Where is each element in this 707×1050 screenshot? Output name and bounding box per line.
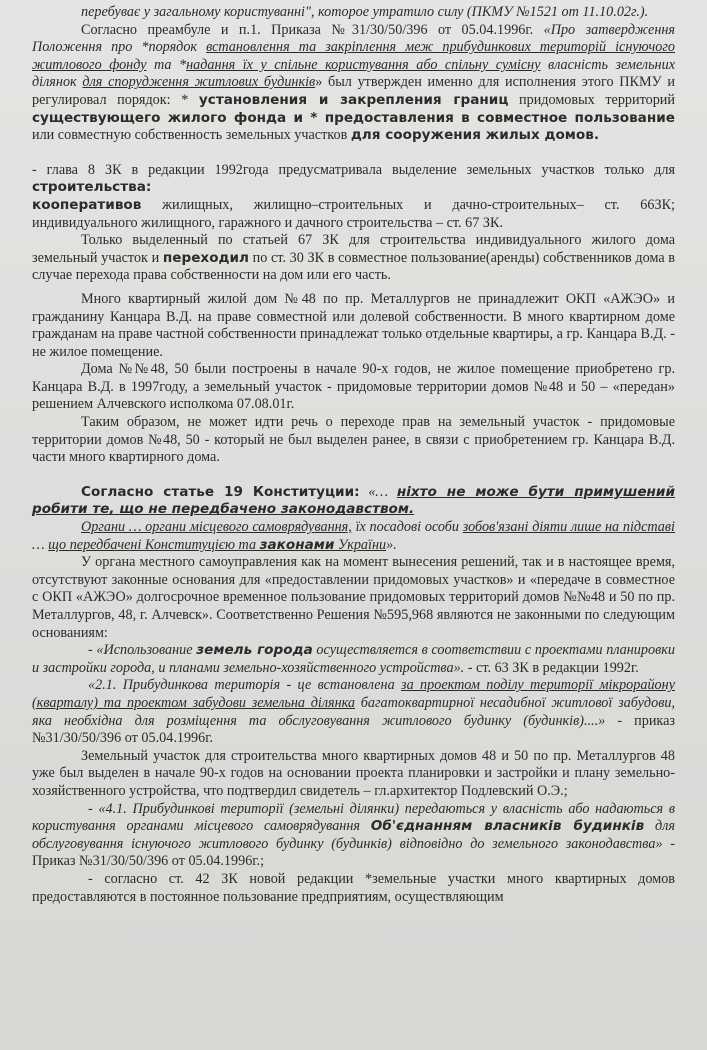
paragraph-9: [32, 484, 675, 519]
p5-a: Только выделенный по статьей 67 ЗК для строительства индивидуального жилого дома земельный участок и: [32, 232, 675, 266]
p10-h: ».: [386, 536, 397, 553]
p9-c: ніхто не може бути примушений робити те, що не передбачено законодавством.: [32, 483, 675, 518]
p2-k: существующего жилого фонда и * предоставления в совместное пользование: [32, 109, 675, 126]
p9-a: Согласно статье 19 Конституции:: [81, 483, 360, 500]
paragraph-6: Много квартирный жилой дом №48 по пр. Металлургов не принадлежит ОКП «АЖЭО» и гражданину Канцара В.Д. на праве совместной или долевой собственности. В много квартирном доме гражданам на праве частной собственности принадлежат только отдельные квартиры, а гр. Канцара В.Д. - не жилое помещение.: [32, 290, 675, 360]
p12-d: - ст. 63 ЗК в редакции 1992г.: [464, 659, 639, 676]
p2-e: надання їх у спільне користування або спільну сумісну: [186, 56, 541, 73]
p13-a: «2.1. Прибудинкова територія - це встановлена: [88, 677, 402, 694]
p12-a: - «Использование: [88, 642, 197, 659]
p10-b: їх посадові особи: [351, 519, 463, 536]
p15-d: - Приказ №31/30/50/396 от 05.04.1996г.;: [32, 835, 675, 870]
paragraph-1: [32, 4, 675, 22]
paragraph-5: [32, 232, 675, 285]
paragraph-14: Земельный участок для строительства много квартирных домов 48 и 50 по пр. Металлургов 48 уже был выделен в начале 90-х годов на основании проекта планировки и застройки и плану земельно-хозяйственного устройства, что подтвердил свидетель – гл.архитектор Подлевский О.Э.;: [32, 747, 675, 799]
p1-text: перебуває у загальному користуванні", которое утратило силу (ПКМУ №1521 от 11.10.02г.).: [81, 4, 649, 20]
p3-b: строительства:: [32, 179, 152, 196]
p2-l: или совместную собственность земельных участков: [32, 127, 351, 144]
paragraph-10: [32, 519, 675, 554]
p5-c: по ст. 30 ЗК в совместное пользование(аренды) собственников дома в случае перехода права собственности на дом или его часть.: [32, 249, 675, 284]
p2-c: встановлення та закріплення меж прибудинкових територій існуючого житлового фонду: [32, 39, 675, 73]
p3-a: - глава 8 ЗК в редакции 1992года предусматривала выделение земельных участков только для: [32, 161, 675, 178]
p2-h: » был утвержден именно для исполнения этого ПКМУ и регулировал порядок: *: [32, 74, 675, 108]
p13-d: - приказ №31/30/50/396 от 05.04.1996г.: [32, 712, 675, 747]
p4-b: жилищных, жилищно–строительных и дачно-строительных– ст. 66ЗК; индивидуального жилищного, гаражного и дачного строительства – ст. 67 ЗК.: [32, 196, 675, 231]
p10-e: що передбачені Конституцією та: [48, 536, 260, 553]
p10-c: зобов'язані діяти лише на підставі: [462, 519, 675, 536]
p15-c: для обслуговування існуючого житлового будинку (будинків) відповідно до земельного законодавства»: [32, 818, 675, 852]
paragraph-2: [32, 22, 675, 145]
paragraph-7: Дома №№48, 50 были построены в начале 90-х годов, не жилое помещение приобретено гр. Канцара В.Д. в 1997году, а земельный участок - придомовые территории домов №48 и 50 – «передан» решением Алчевского исполкома 07.08.01г.: [32, 361, 675, 413]
p5-b: переходил: [162, 249, 249, 266]
paragraph-8: Таким образом, не может идти речь о переходе прав на земельный участок - придомовые территории домов №48, 50 - который не был выделен ранее, в связи с приобретением гр. Канцара В.Д. части много квартирного дома.: [32, 414, 675, 466]
p13-b: за проектом поділу території мікрорайону (кварталу) та проектом забудови земельна ділянка: [32, 677, 675, 711]
p10-f: законами: [259, 536, 335, 553]
p2-g: для спорудження житлових будинків: [82, 74, 316, 91]
p2-b: «Про затвердження Положення про *порядок: [32, 21, 675, 56]
paragraph-12: [32, 642, 675, 677]
p15-b: Об'єднанням власників будинків: [370, 818, 645, 835]
p10-g: України: [334, 536, 387, 553]
spacer: [32, 467, 675, 484]
paragraph-16: - согласно ст. 42 ЗК новой редакции *земельные участки много квартирных домов предоставляются в постоянное пользование предприятиям, осуществляющим: [32, 870, 675, 905]
p15-a: - «4.1. Прибудинкові території (земельні ділянки) передаються у власність або надаються в користування органами місцевого самоврядування: [32, 800, 675, 835]
p10-d: …: [32, 536, 49, 553]
p2-d: та *: [146, 56, 187, 73]
p2-j: придомовых территорий: [508, 91, 675, 108]
paragraph-3: [32, 162, 675, 197]
p10-a: Органи … органи місцевого самоврядування,: [81, 519, 352, 536]
p12-c: осуществляется в соответствии с проектами планировки и застройки города, и планами земельно-хозяйственного устройства».: [32, 642, 675, 676]
paragraph-15: [32, 801, 675, 871]
p13-c: багатоквартирної несадибної житлової забудови, яка необхідна для розміщення та обслуговування житлового будинку (будинків)....»: [32, 694, 675, 729]
p2-a: Согласно преамбуле и п.1. Приказа №31/30/50/396 от 05.04.1996г.: [81, 21, 544, 38]
p2-m: для сооружения жилых домов.: [350, 127, 599, 144]
paragraph-11: У органа местного самоуправления как на момент вынесения решений, так и в настоящее время, отсутствуют законные основания для «предоставлении придомовых участков» и «передаче в совместное с ОКП «АЖЭО» долгосрочное временное пользование придомовых территорий домов №№48 и 50 по пр. Металлургов, 48, г. Алчевск». Соответственно Решения №595,968 являются не законными по следующим основаниям:: [32, 554, 675, 641]
p2-f: власність земельних ділянок: [32, 56, 675, 91]
p12-b: земель города: [196, 642, 313, 659]
p4-a: кооперативов: [32, 196, 142, 213]
paragraph-13: [32, 677, 675, 747]
p9-b: «…: [359, 483, 397, 500]
paragraph-4: [32, 197, 675, 232]
spacer: [32, 145, 675, 162]
p2-i: установления и закрепления границ: [198, 91, 509, 108]
